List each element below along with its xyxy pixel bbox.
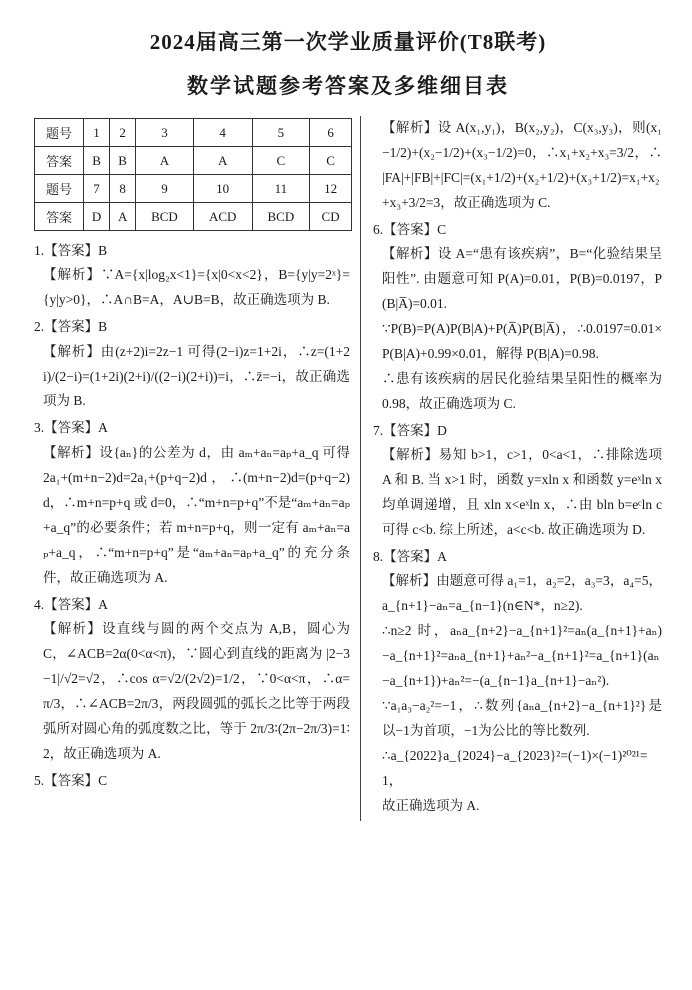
solution-paragraph: ∴患有该疾病的居民化验结果呈阳性的概率为 0.98，故正确选项为 C.: [382, 371, 662, 411]
table-cell: 5: [252, 119, 310, 147]
table-cell: 2: [110, 119, 136, 147]
solution-paragraph: 【解析】∵A={x|log₂x<1}={x|0<x<2}，B={y|y=2ˣ}={y|y>0}，∴A∩B=A，A∪B=B，故正确选项为 B.: [43, 267, 350, 308]
table-cell: 8: [110, 175, 136, 203]
solution-2: [34, 315, 350, 414]
document-subtitle: 数学试题参考答案及多维细目表: [187, 74, 509, 98]
solution-paragraph: 【解析】由题意可得 a₁=1，a₂=2，a₃=3，a₄=5，a_{n+1}−aₙ=a_{n−1}(n∈N*，n≥2).: [382, 573, 662, 614]
table-cell: 9: [136, 175, 194, 203]
answer-label: 8.【答案】A: [373, 549, 447, 565]
solution-5-analysis: [373, 116, 662, 216]
table-header-cell: 答案: [35, 203, 84, 231]
left-column: [34, 116, 360, 821]
solution-5-label: [34, 769, 350, 793]
table-header-cell: 答案: [35, 147, 84, 175]
answer-label: 2.【答案】B: [34, 319, 108, 335]
table-cell: 4: [193, 119, 252, 147]
table-cell: ACD: [193, 203, 252, 231]
table-row: [35, 203, 352, 231]
solution-paragraph: 【解析】设直线与圆的两个交点为 A,B，圆心为 C，∠ACB=2α(0<α<π)，∵圆心到直线的距离为 |2−3−1|/√2=√2，∴cos α=√2/(2√2)=1/2，∵0<α<π，∴α=π/3，∴∠ACB=2π/3，两段圆弧的弧长之比等于两段弧所对圆心角的弧度数之比，等于 2π/3∶(2π−2π/3)=1∶2，故正确选项为 A.: [43, 620, 350, 761]
solution-3: [34, 416, 350, 590]
solution-paragraph: 【解析】易知 b>1，c>1，0<a<1，∴排除选项 A 和 B. 当 x>1 时，函数 y=xln x 和函数 y=eˣln x 均单调递增，且 xln x<eˣln x，∴由 bln b=eᶜln c 可得 c<b. 综上所述，a<c<b. 故正确选项为 D.: [382, 447, 662, 538]
table-cell: B: [110, 147, 136, 175]
table-header-cell: 题号: [35, 119, 84, 147]
answer-label: 6.【答案】C: [373, 221, 447, 237]
solution-paragraph: 【解析】设 A(x₁,y₁)，B(x₂,y₂)，C(x₃,y₃)，则(x₁−1/2)+(x₂−1/2)+(x₃−1/2)=0，∴x₁+x₂+x₃=3/2，∴|FA|+|FB|+|FC|=(x₁+1/2)+(x₂+1/2)+(x₃+1/2)=x₁+x₂+x₃+3/2=3，故正确选项为 C.: [382, 120, 662, 210]
two-column-layout: [34, 116, 662, 821]
right-column: [360, 116, 662, 821]
table-cell: 10: [193, 175, 252, 203]
solution-1: [34, 239, 350, 313]
table-cell: C: [310, 147, 352, 175]
solution-paragraph: 【解析】设{aₙ}的公差为 d，由 aₘ+aₙ=aₚ+a_q 可得 2a₁+(m+n−2)d=2a₁+(p+q−2)d，∴(m+n−2)d=(p+q−2)d，∴m+n=p+q 或 d=0，∴“m+n=p+q”不是“aₘ+aₙ=aₚ+a_q”的必要条件；若 m+n=p+q，则一定有 aₘ+aₙ=aₚ+a_q，∴“m+n=p+q”是“aₘ+aₙ=aₚ+a_q”的充分条件，故正确选项为 A.: [43, 444, 350, 585]
table-cell: C: [252, 147, 310, 175]
table-cell: BCD: [252, 203, 310, 231]
table-row: [35, 175, 352, 203]
table-cell: A: [110, 203, 136, 231]
solution-paragraph: ∴n≥2 时，aₙa_{n+2}−a_{n+1}²=aₙ(a_{n+1}+aₙ)−a_{n+1}²=aₙa_{n+1}+aₙ²−a_{n+1}²=a_{n+1}(aₙ−a_{n+1})+aₙ²=−(a_{n−1}a_{n+1}−aₙ²).: [382, 623, 662, 689]
answer-label: 3.【答案】A: [34, 420, 108, 436]
table-row: [35, 119, 352, 147]
solution-paragraph: 【解析】由(z+2)i=2z−1 可得(2−i)z=1+2i，∴z=(1+2i)/(2−i)=(1+2i)(2+i)/((2−i)(2+i))=i，∴z̄=−i，故正确选项为 B.: [43, 343, 350, 409]
table-cell: 3: [136, 119, 194, 147]
table-cell: 6: [310, 119, 352, 147]
table-cell: 11: [252, 175, 310, 203]
answer-label: 7.【答案】D: [373, 422, 447, 438]
table-cell: B: [84, 147, 110, 175]
table-cell: 7: [84, 175, 110, 203]
answer-key-table: [34, 118, 352, 231]
solution-4: [34, 593, 350, 767]
solution-6: [373, 218, 662, 417]
answer-label: 1.【答案】B: [34, 243, 108, 258]
solution-7: [373, 419, 662, 543]
document-title: 2024届高三第一次学业质量评价(T8联考): [149, 30, 547, 54]
table-row: [35, 147, 352, 175]
solution-paragraph: 故正确选项为 A.: [382, 798, 480, 814]
table-cell: BCD: [136, 203, 194, 231]
table-cell: A: [136, 147, 194, 175]
table-cell: 1: [84, 119, 110, 147]
answer-label: 5.【答案】C: [34, 772, 108, 788]
table-cell: A: [193, 147, 252, 175]
solution-paragraph: ∵P(B)=P(A)P(B|A)+P(A̅)P(B|A̅)，∴0.0197=0.01×P(B|A)+0.99×0.01，解得 P(B|A)=0.98.: [382, 321, 662, 362]
solution-paragraph: 【解析】设 A=“患有该疾病”，B=“化验结果呈阳性”. 由题意可知 P(A)=0.01，P(B)=0.0197，P(B|A̅)=0.01.: [382, 246, 662, 312]
table-cell: D: [84, 203, 110, 231]
solution-paragraph: ∵a₁a₃−a₂²=−1，∴数列{aₙa_{n+2}−a_{n+1}²}是以−1为首项，−1为公比的等比数列.: [382, 698, 662, 739]
table-cell: 12: [310, 175, 352, 203]
solution-8: [373, 545, 662, 819]
table-header-cell: 题号: [35, 175, 84, 203]
answer-label: 4.【答案】A: [34, 596, 108, 612]
solution-paragraph: ∴a_{2022}a_{2024}−a_{2023}²=(−1)×(−1)²⁰²¹=1，: [382, 748, 648, 789]
table-cell: CD: [310, 203, 352, 231]
